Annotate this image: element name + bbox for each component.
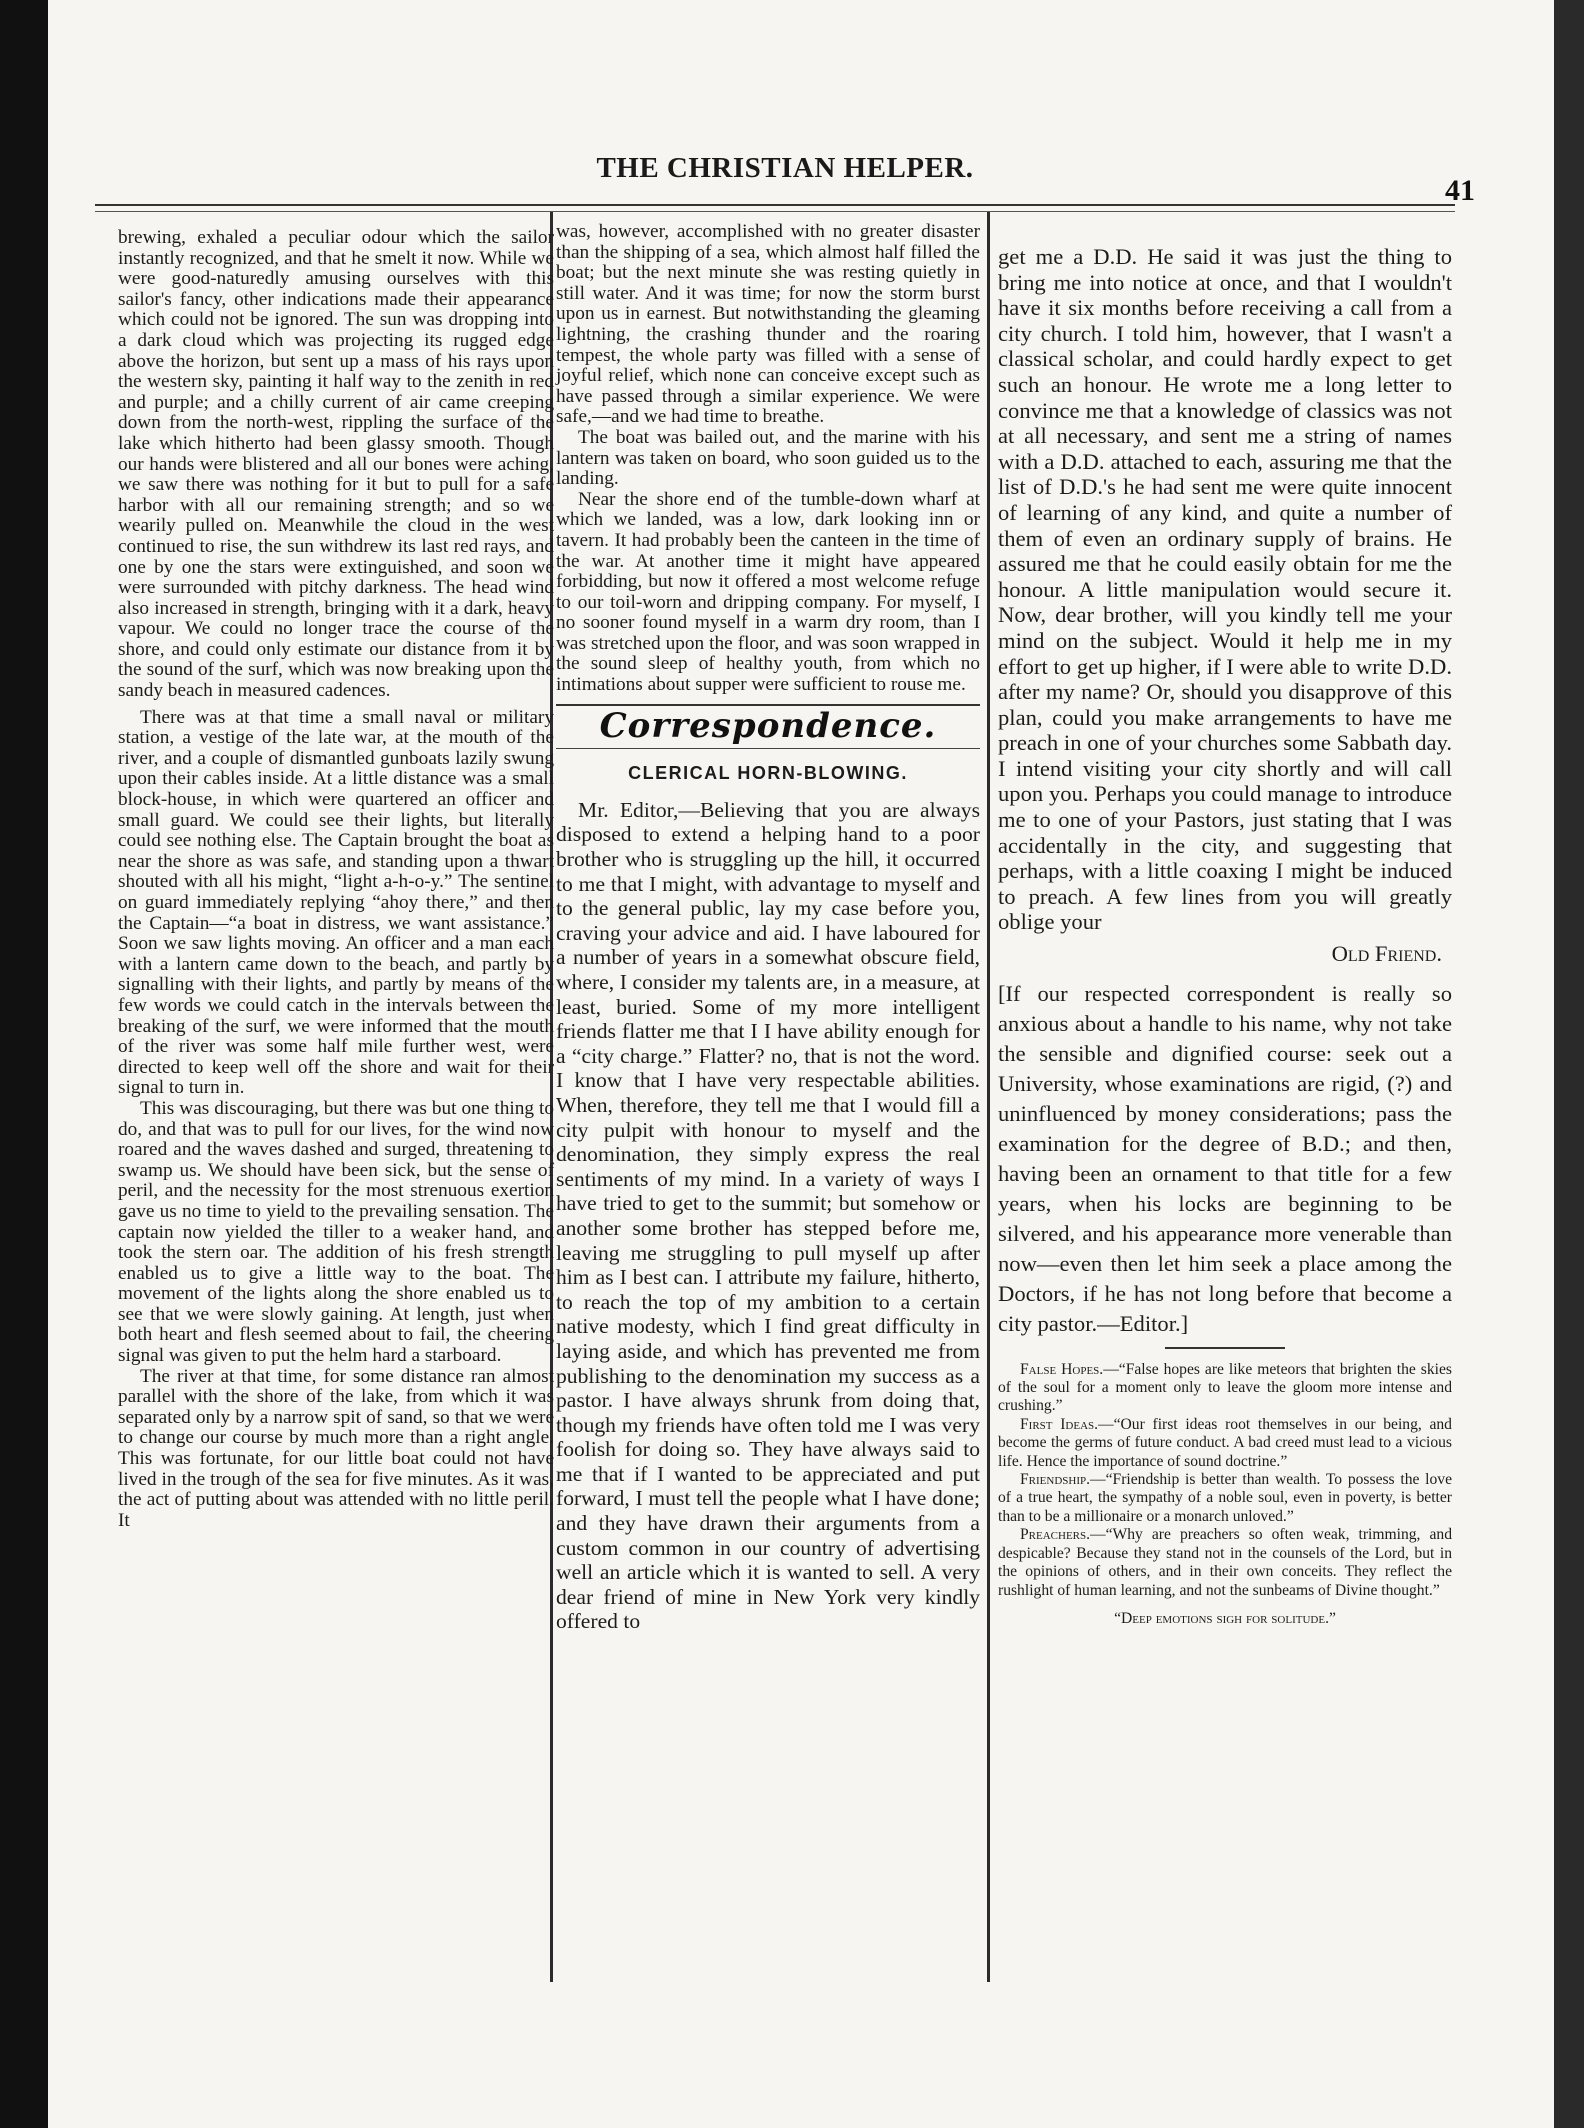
running-title: THE CHRISTIAN HELPER. [596,152,974,184]
note-label: Preachers. [1020,1526,1091,1544]
note-text: —“Friendship is better than wealth. To possess the love of a true heart, the sympathy of a noble soul, even in poverty, is better than to be a millionaire or a monarch unloved.” [998,1471,1452,1525]
paragraph: The boat was bailed out, and the marine with his lantern was taken on board, who soon guided us to the landing. [556,426,980,490]
paragraph: was, however, accomplished with no greater disaster than the shipping of a sea, which almost half filled the boat; but the next minute she was resting quietly in still water. And it was time; for now the storm burst upon us in earnest. But notwithstanding the gleaming lightning, the crashing thunder and the roaring tempest, the whole party was filled with a sense of joyful relief, which none can conceive except such as have passed through a similar experience. We were safe,—and we had time to breathe. [556,221,980,428]
note-friendship [998,1471,1452,1526]
paragraph: get me a D.D. He said it was just the thing to bring me into notice at once, and that I wouldn't have it six months before receiving a call from a city church. I told him, however, that I wasn't a classical scholar, and could hardly expect to get such an honour. He wrote me a long letter to convince me that a knowledge of classics was not at all necessary, and sent me a string of names with a D.D. attached to each, assuring me that the list of D.D.'s he had sent me were quite innocent of learning of any kind, and quite a number of them of even an ordinary supply of brains. He assured me that he could easily obtain for me the honour. A little manipulation would secure it. Now, dear brother, will you kindly tell me your mind on the subject. Would it help me in my effort to get up higher, if I were able to write D.D. after my name? Or, should you disapprove of this plan, could you make arrangements to have me preach in one of your churches some Sabbath day. I intend visiting your city shortly and will call upon you. Perhaps you could manage to introduce me to one of your Pastors, just stating that I was accidentally in the city, and suggesting that perhaps, with a little coaxing I might be induced to preach. A few lines from you will greatly oblige your [998,244,1452,935]
section-heading: Correspondence. [599,705,937,746]
paragraph: Mr. Editor,—Believing that you are always disposed to extend a helping hand to a poor brother who is struggling up the hill, it occurred to me that I might, with advantage to myself and to the general public, lay my case before you, craving your advice and aid. I have laboured for a number of years in a somewhat obscure field, where, I consider my talents are, in a measure, at least, buried. Some of my more intelligent friends flatter me that I I have ability enough for a “city charge.” Flatter? no, that is not the word. I know that I have very respectable abilities. When, therefore, they tell me that I would fill a city pulpit with honour to myself and the denomination, they simply express the real sentiments of my mind. In a variety of ways I have tried to get to the summit; but somehow or another some brother has stepped before me, leaving me struggling to pull myself up after him as I best can. I attribute my failure, hitherto, to reach the top of my ambition to a certain native modesty, which I find great difficulty in laying aside, and which has prevented me from publishing to the denomination my success as a pastor. I have always shrunk from doing that, though my friends have often told me I was very foolish for doing so. They have always said to me that if I wanted to be appreciated and put forward, I must tell the people what I have done; and they have drawn their arguments from a custom common in our country of advertising well an article which it is wanted to sell. A very dear friend of mine in New York very kindly offered to [556,797,980,1634]
note-false-hopes [998,1361,1452,1416]
page-header [95,152,1475,207]
note-first-ideas [998,1416,1452,1471]
note-label: False Hopes. [1020,1360,1104,1378]
page-number: 41 [1445,174,1475,207]
divider-rule [1165,1347,1285,1349]
paragraph: brewing, exhaled a peculiar odour which the sailor instantly recognized, and that he smelt it now. While we were good-naturedly amusing ourselves with this sailor's fancy, other indications made their appearance which could not be ignored. The sun was dropping into a dark cloud which was projecting its rugged edge above the horizon, but sent up a mass of his rays upon the western sky, painting it half way to the zenith in red and purple; and a chilly current of air came creeping down from the north-west, rippling the surface of the lake which hitherto had been glassy smooth. Though our hands were blistered and all our bones were aching, we saw there was nothing for it but to pull for a safe harbor with all our remaining strength; and so we wearily pulled on. Meanwhile the cloud in the west continued to rise, the sun withdrew its last red rays, and one by one the stars were extinguished, and soon we were surrounded with pitchy darkness. The head wind also increased in strength, bringing with it a dark, heavy vapour. We could no longer trace the course of the shore, and could only estimate our distance from it by the sound of the surf, which was now breaking upon the sandy beach in measured cadences. [118,227,554,702]
page-gutter-shadow [1554,0,1584,2128]
paragraph: The river at that time, for some distance ran almost parallel with the shore of the lake, from which it was separated only by a narrow spit of sand, so that we were to change our course by much more than a right angle. This was fortunate, for our little boat could not have lived in the trough of the sea for five minutes. As it was, the act of putting about was attended with no little peril. It [118,1365,554,1531]
article-body [556,798,980,1634]
note-text: —“Why are preachers so often weak, trimming, and despicable? Because they stand not in the counsels of the Lord, but in the opinions of others, and in their own conceits. They reflect the rushlight of human learning, and not the sunbeams of Divine thought.” [998,1526,1452,1599]
column-divider [987,212,990,1982]
note-text: —“False hopes are like meteors that brighten the skies of the soul for a moment only to leave the gloom more intense and crushing.” [998,1360,1452,1415]
note-label: Friendship. [1020,1471,1091,1489]
note-label: First Ideas. [1020,1415,1099,1433]
paragraph: Near the shore end of the tumble-down wharf at which we landed, was a low, dark looking inn or tavern. It had probably been the canteen in the time of the war. At another time it might have appeared forbidding, but now it offered a most welcome refuge to our toil-worn and dripping company. For myself, I no sooner found myself in a warm dry room, than I was stretched upon the floor, and was soon wrapped in the sound sleep of healthy youth, from which no intimations about supper were sufficient to rouse me. [556,488,980,696]
article-title: CLERICAL HORN-BLOWING. [628,763,908,784]
column-right [998,244,1452,1632]
column-left [118,228,554,1531]
editor-note: [If our respected correspondent is really so anxious about a handle to his name, why not take the sensible and dignified course: seek out a University, whose examinations are rigid, (?) and uninfluenced by money considerations; pass the examination for the degree of B.D.; and then, having been an ornament to that title for a few years, when his locks are beginning to be silvered, and his appearance more venerable than now—even then let him seek a place among the Doctors, if he has not long before that become a city pastor.—Editor.] [998,980,1452,1336]
note-preachers [998,1526,1452,1600]
closing-quote: “Deep emotions sigh for solitude.” [1114,1609,1336,1627]
column-middle [556,222,980,1634]
signature: Old Friend. [1331,941,1442,967]
section-rule [556,748,980,749]
paragraph: This was discouraging, but there was but one thing to do, and that was to pull for our lives, for the wind now roared and the waves dashed and surged, threatening to swamp us. We should have been sick, but the sense of peril, and the necessity for the most strenuous exertion gave us no time to yield to the prevailing sensation. The captain now yielded the tiller to a weaker hand, and took the stern oar. The addition of his fresh strength enabled us to give a little way to the boat. The movement of the lights along the shore enabled us to see that we were slowly gaining. At length, just when both heart and flesh seemed about to fail, the cheering signal was given to put the helm hard a starboard. [118,1097,554,1367]
scan-border [0,0,48,2128]
note-text: —“Our first ideas root themselves in our being, and become the germs of future conduct. A bad creed must lead to a vicious life. Hence the importance of sound doctrine.” [998,1415,1452,1470]
header-rule [95,204,1455,212]
paragraph: There was at that time a small naval or military station, a vestige of the late war, at the mouth of the river, and a couple of dismantled gunboats lazily swung upon their cables inside. At a little distance was a small block-house, in which were quartered an officer and small guard. We could see their lights, but literally could see nothing else. The Captain brought the boat as near the shore as was safe, and standing upon a thwart shouted with all his might, “light a-h-o-y.” The sentinel on guard immediately replying “ahoy there,” and then the Captain—“a boat in distress, we want assistance.” Soon we saw lights moving. An officer and a man each with a lantern came down to the beach, and partly by signalling with their lights, and partly by means of the few words we could catch in the intervals between the breaking of the surf, we were informed that the mouth of the river was some half mile further west, were directed to keep well off the shore and wait for their signal to turn in. [118,706,554,1099]
